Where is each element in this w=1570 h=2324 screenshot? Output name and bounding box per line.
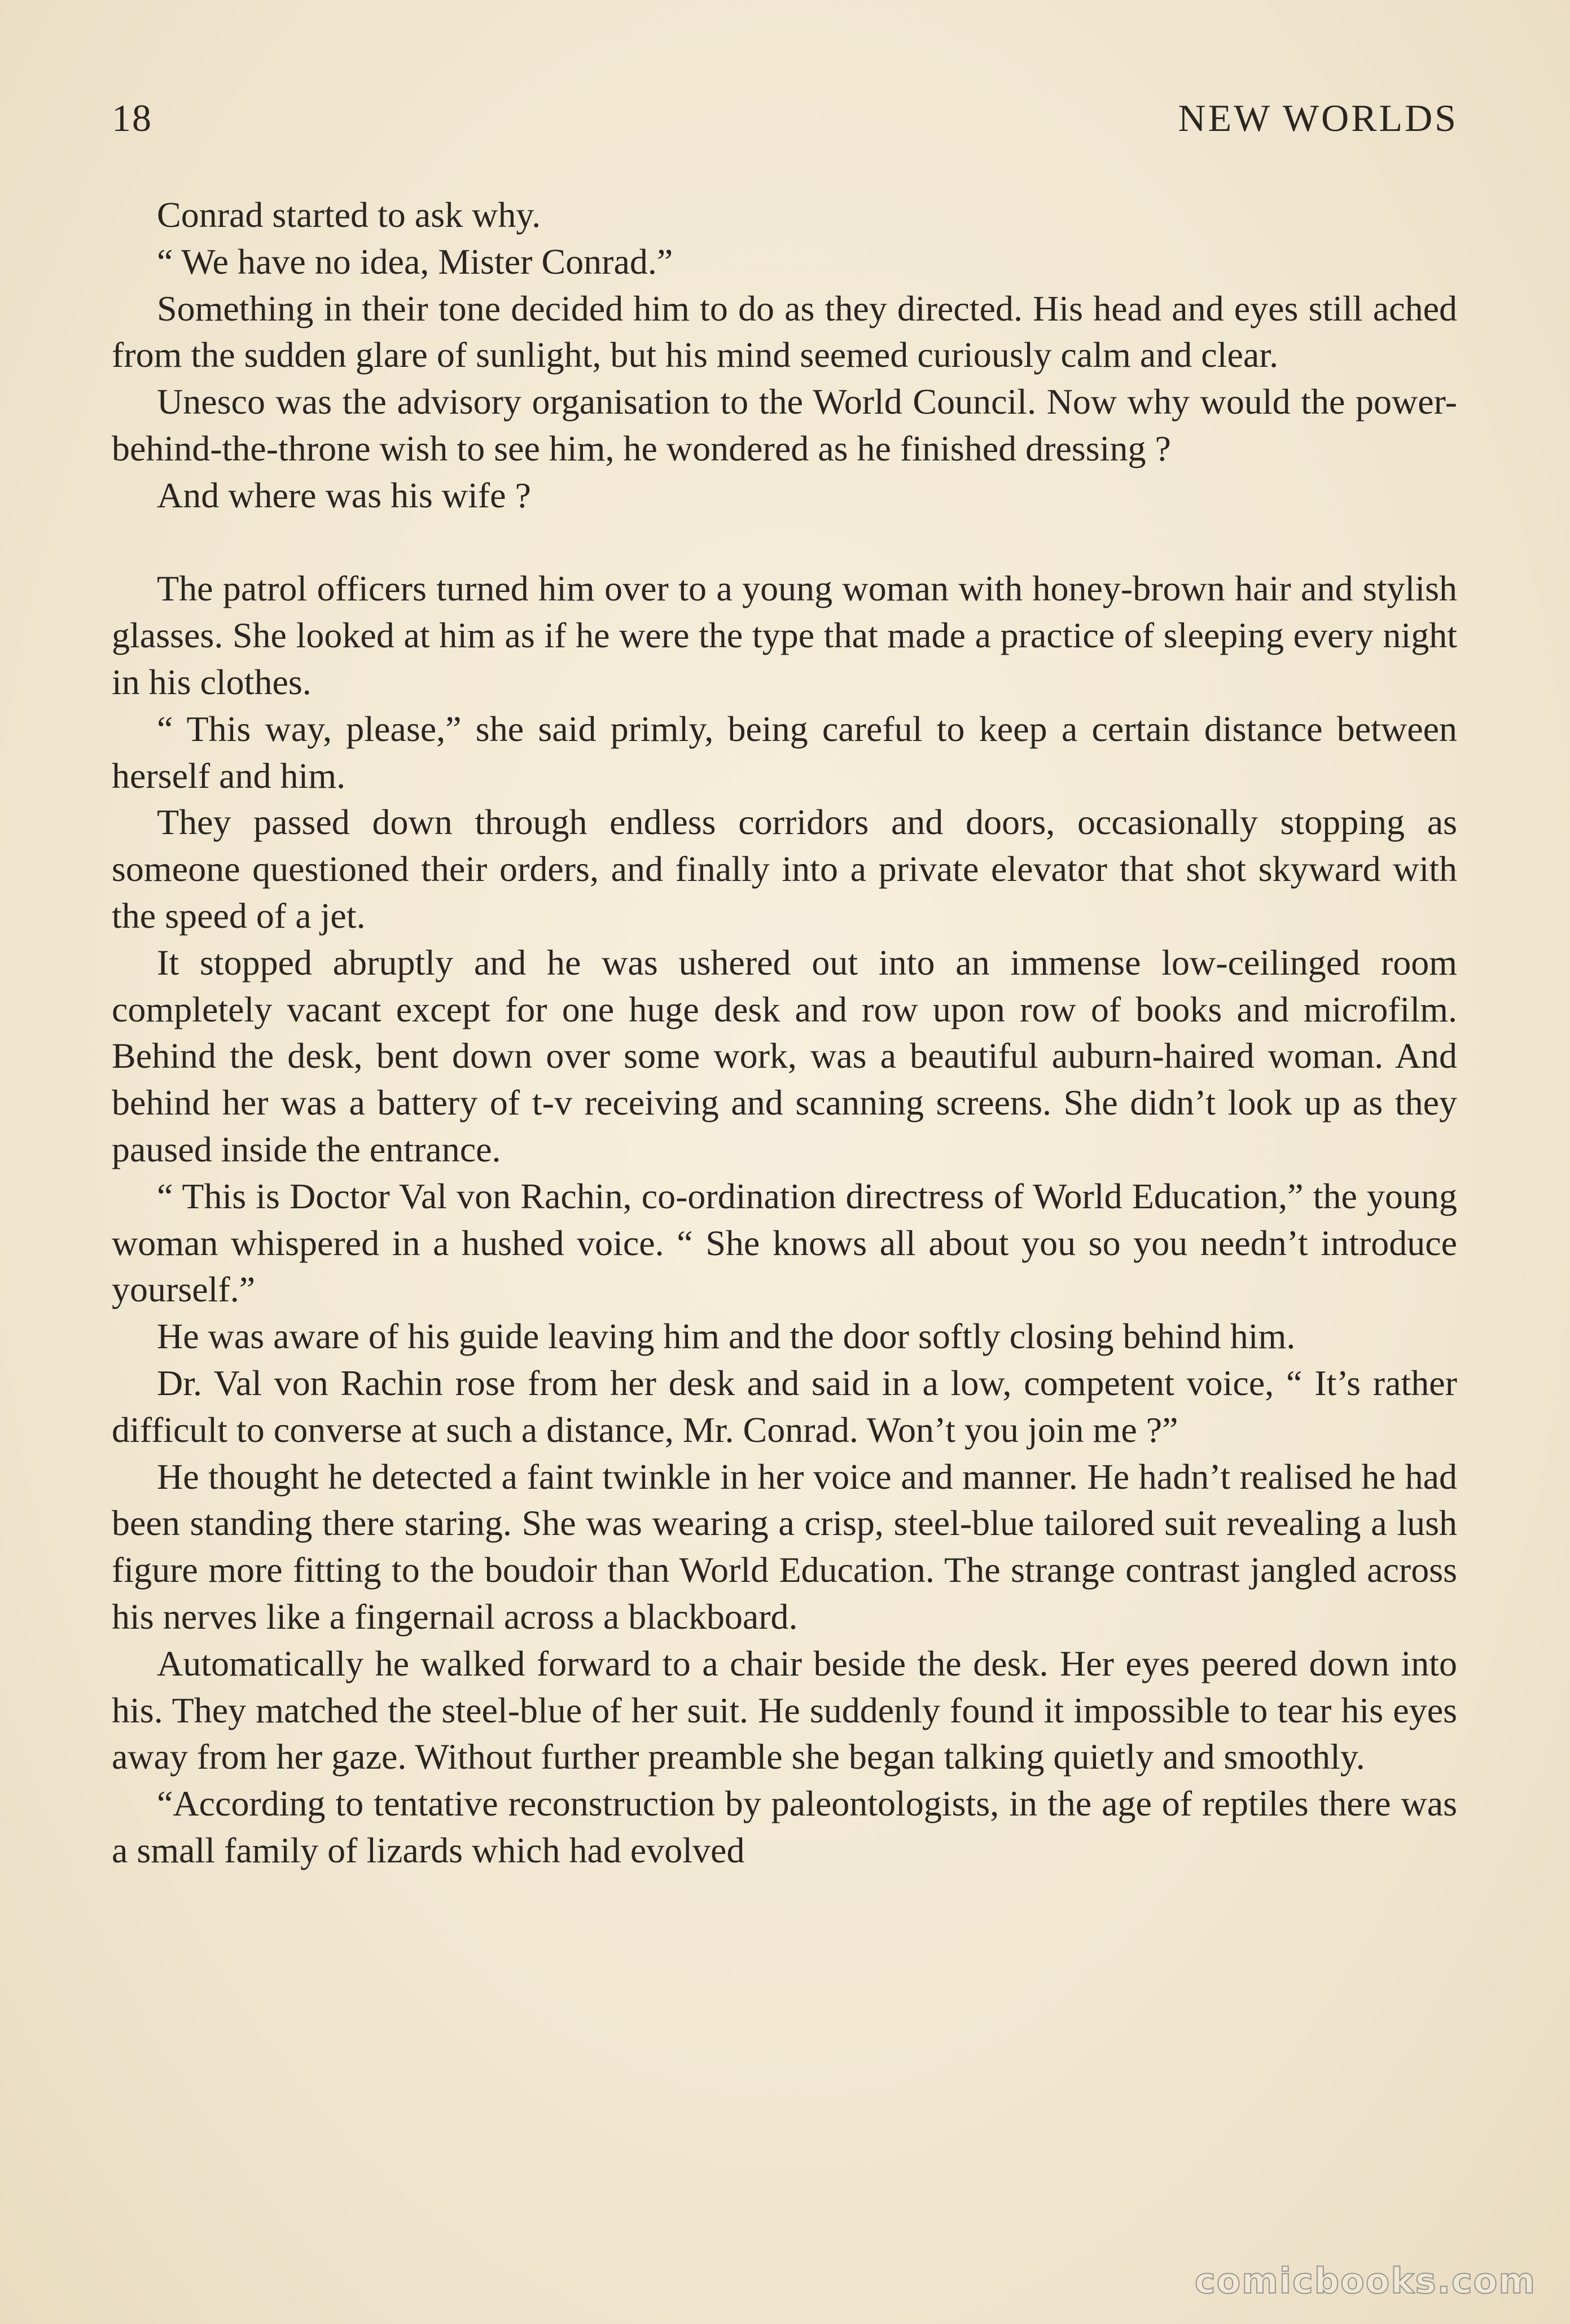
- page-number: 18: [112, 97, 152, 139]
- paragraph: It stopped abruptly and he was ushered out into an immense low-ceilinged room completely vacant except for one huge desk and row upon row of books and microfilm. Behind the desk, bent down over some work, was a beautiful auburn-haired woman. And behind her was a battery of t-v receiving and scanning screens. She didn’t look up as they paused inside the entrance.: [112, 942, 1457, 1169]
- watermark: comicbooks.com: [1194, 2260, 1536, 2301]
- paragraph: They passed down through endless corridors and doors, occasionally stopping as someone questioned their orders, and finally into a private elevator that shot skyward with the speed of a jet.: [112, 802, 1457, 936]
- paragraph: “ This way, please,” she said primly, being careful to keep a certain distance between herself and him.: [112, 708, 1457, 796]
- page-header: [112, 96, 1458, 152]
- paragraph: Unesco was the advisory organisation to the World Council. Now why would the power-behind-the-throne wish to see him, he wondered as he finished dressing ?: [112, 382, 1457, 468]
- paragraph: “ We have no idea, Mister Conrad.”: [157, 241, 673, 282]
- running-title: NEW WORLDS: [1178, 97, 1458, 139]
- paragraph: “ This is Doctor Val von Rachin, co-ordination directress of World Education,” the young woman whispered in a hushed voice. “ She knows all about you so you needn’t introduce yourself.”: [112, 1176, 1457, 1310]
- paragraph: Conrad started to ask why.: [157, 195, 541, 235]
- paragraph: He thought he detected a faint twinkle in her voice and manner. He hadn’t realised he had been standing there staring. She was wearing a crisp, steel-blue tailored suit revealing a lush figure more fitting to the boudoir than World Education. The strange contrast jangled across his nerves like a fingernail across a blackboard.: [112, 1456, 1457, 1637]
- paragraph: He was aware of his guide leaving him and the door softly closing behind him.: [157, 1316, 1296, 1357]
- paragraph: Something in their tone decided him to do as they directed. His head and eyes still ached from the sudden glare of sunlight, but his mind seemed curiously calm and clear.: [112, 288, 1457, 375]
- paragraph: “According to tentative reconstruction by paleontologists, in the age of reptiles there was a small family of lizards which had evolved: [112, 1783, 1457, 1870]
- body-text: [112, 192, 1457, 1874]
- paragraph: And where was his wife ?: [157, 475, 531, 515]
- paragraph: Dr. Val von Rachin rose from her desk and said in a low, competent voice, “ It’s rather difficult to converse at such a distance, Mr. Conrad. Won’t you join me ?”: [112, 1362, 1457, 1450]
- paragraph: Automatically he walked forward to a chair beside the desk. Her eyes peered down into his. They matched the steel-blue of her suit. He suddenly found it impossible to tear his eyes away from her gaze. Without further preamble she began talking quietly and smoothly.: [112, 1643, 1457, 1777]
- paragraph: The patrol officers turned him over to a young woman with honey-brown hair and stylish glasses. She looked at him as if he were the type that made a practice of sleeping every night in his clothes.: [112, 568, 1457, 702]
